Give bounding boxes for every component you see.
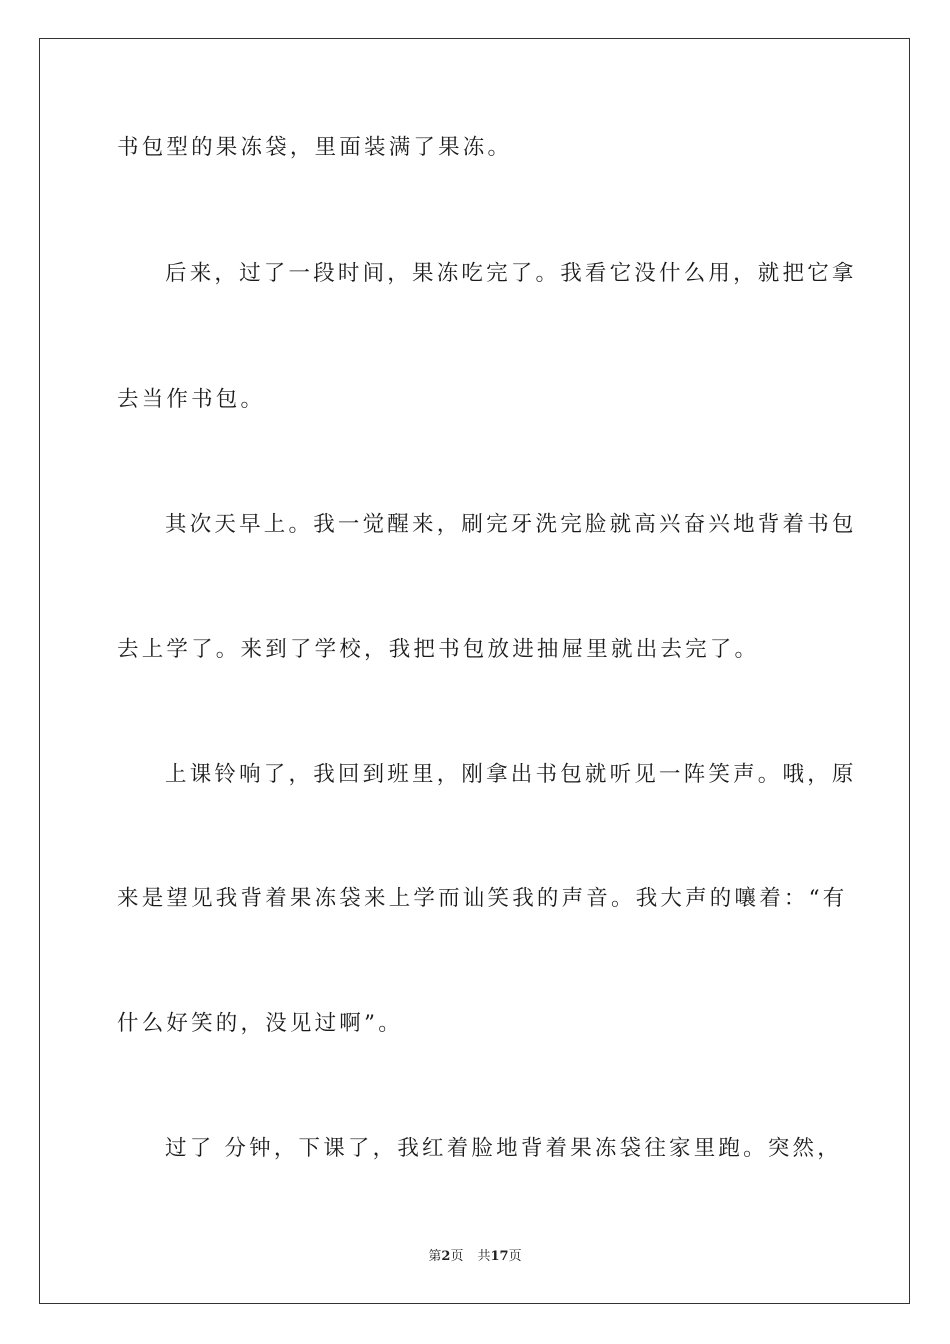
total-prefix: 共 (477, 1249, 491, 1264)
page-footer (0, 1248, 950, 1266)
text-line-7: 来是望见我背着果冻袋来上学而讪笑我的声音。我大声的嚷着：“有 (117, 886, 848, 911)
page-number: 2 (441, 1249, 451, 1264)
page-prefix: 第 (428, 1249, 442, 1264)
text-line-6: 上课铃响了，我回到班里，刚拿出书包就听见一阵笑声。哦，原 (165, 762, 857, 787)
page-suffix: 页 (450, 1249, 464, 1264)
text-line-2: 后来，过了一段时间，果冻吃完了。我看它没什么用，就把它拿 (165, 261, 857, 286)
total-pages: 17 (490, 1249, 509, 1264)
text-line-1: 书包型的果冻袋，里面装满了果冻。 (117, 135, 513, 160)
text-line-5: 去上学了。来到了学校，我把书包放进抽屉里就出去完了。 (117, 637, 760, 662)
total-suffix: 页 (508, 1249, 522, 1264)
text-line-3: 去当作书包。 (117, 387, 266, 412)
text-line-8: 什么好笑的，没见过啊”。 (117, 1011, 403, 1036)
page-border (39, 38, 910, 1304)
text-line-9: 过了 分钟，下课了，我红着脸地背着果冻袋往家里跑。突然， (165, 1136, 842, 1161)
text-line-4: 其次天早上。我一觉醒来，刷完牙洗完脸就高兴奋兴地背着书包 (165, 512, 857, 537)
